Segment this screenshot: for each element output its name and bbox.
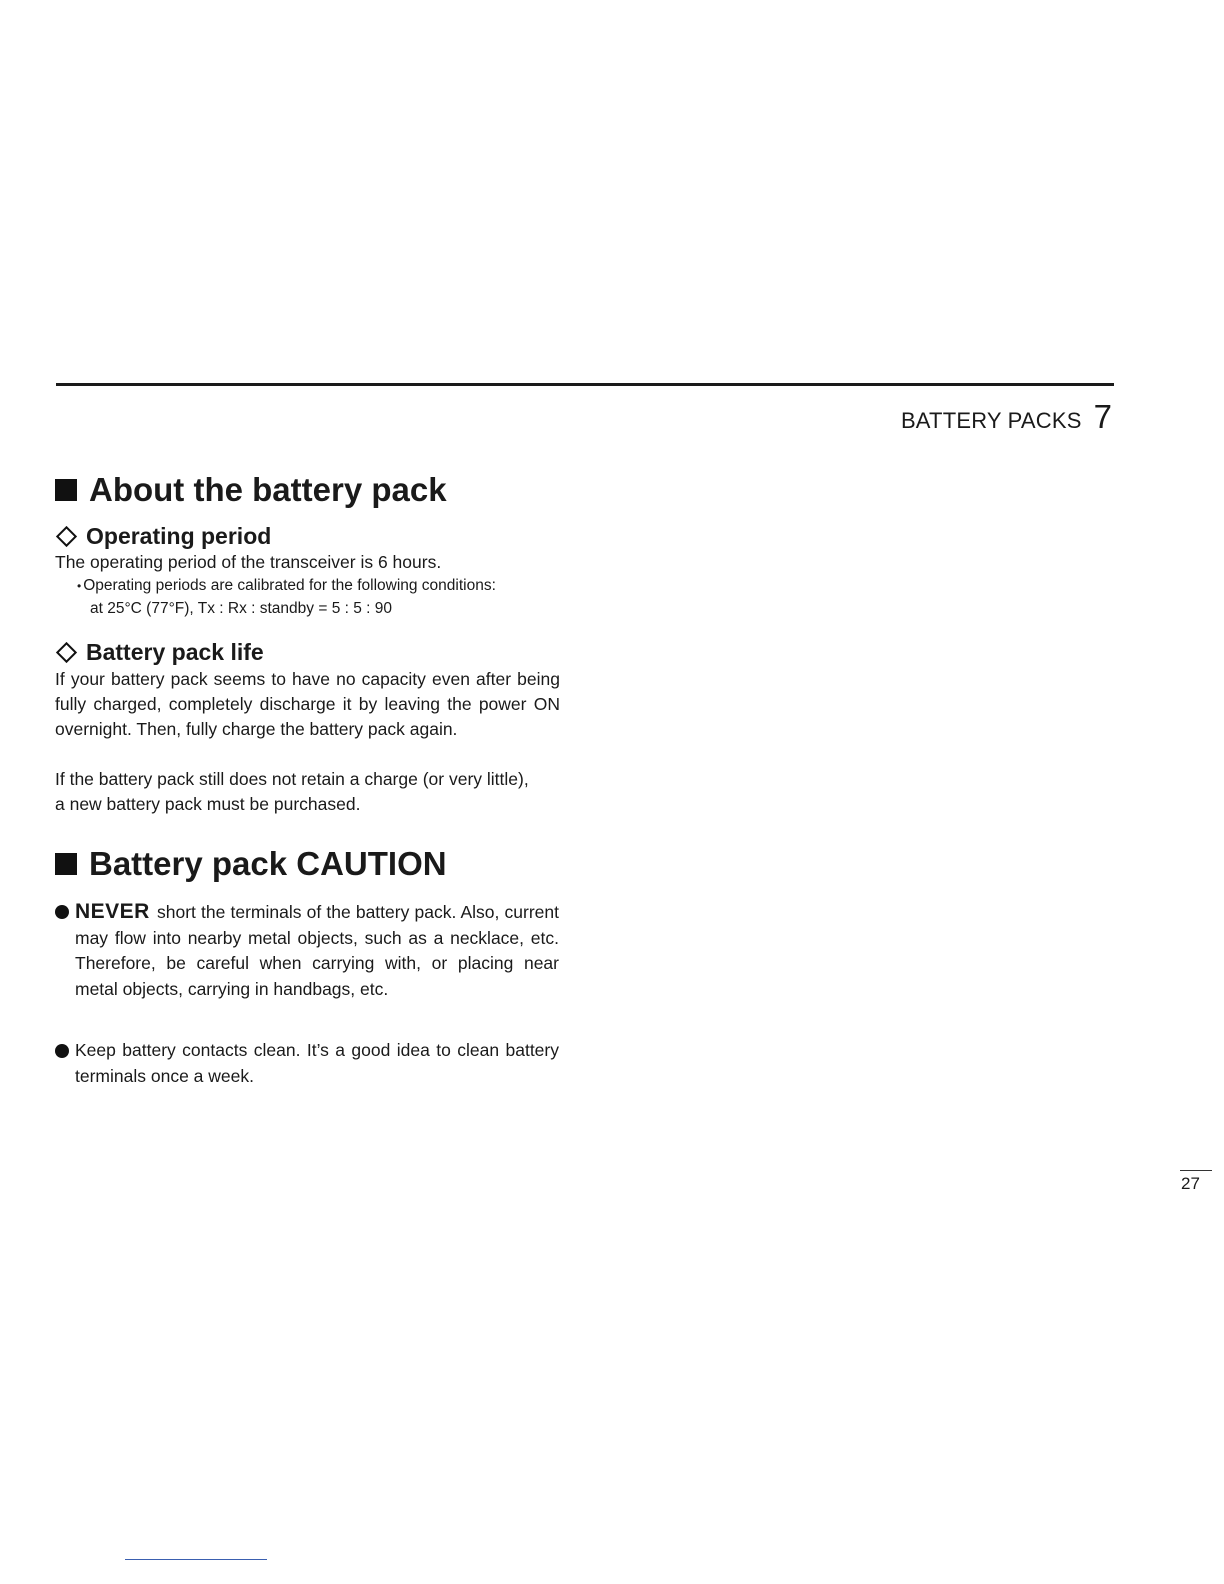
caution-bullet-1-body: short the terminals of the battery pack. Also, current may flow into nearby metal objects, such as a necklace, etc. Therefore, be careful when carrying with, or placing near metal objects, carrying in handbags, etc.	[75, 902, 559, 999]
section-heading-caution	[55, 844, 560, 884]
filled-circle-bullet-icon	[55, 1044, 69, 1058]
never-emphasis: NEVER	[75, 900, 150, 924]
square-bullet-icon	[55, 479, 77, 501]
chapter-header	[901, 398, 1112, 436]
section-heading-about-text: About the battery pack	[89, 471, 447, 508]
diamond-outline-icon	[56, 642, 77, 663]
square-bullet-icon	[55, 853, 77, 875]
caution-bullet-2-text: Keep battery contacts clean. It’s a good idea to clean battery terminals once a week.	[75, 1040, 559, 1086]
caution-bullet-2	[55, 1038, 560, 1089]
subheading-operating-period-text: Operating period	[86, 522, 272, 549]
operating-period-note-line2: at 25°C (77°F), Tx : Rx : standby = 5 : 5 : 90	[90, 599, 393, 617]
section-heading-about	[55, 470, 560, 510]
operating-period-text: The operating period of the transceiver is 6 hours.	[55, 552, 442, 573]
note-bullet-icon: •	[77, 579, 82, 594]
subheading-battery-life	[55, 639, 560, 667]
battery-life-paragraph-2-line2: a new battery pack must be purchased.	[55, 793, 361, 814]
subheading-battery-life-text: Battery pack life	[86, 639, 264, 666]
subheading-operating-period	[55, 523, 560, 551]
battery-life-paragraph-2-line1: If the battery pack still does not retain a charge (or very little),	[55, 768, 529, 789]
page-number-rule	[1180, 1170, 1212, 1171]
operating-period-note-line1-text: Operating periods are calibrated for the following conditions:	[83, 577, 496, 595]
page-number: 27	[1181, 1174, 1200, 1193]
caution-bullet-1-text	[75, 899, 559, 1002]
diamond-outline-icon	[56, 526, 77, 547]
footer-line	[125, 1559, 267, 1560]
header-rule	[56, 383, 1114, 386]
chapter-title: BATTERY PACKS	[900, 408, 1082, 433]
operating-period-note-line1	[55, 575, 560, 598]
section-heading-caution-text: Battery pack CAUTION	[89, 844, 447, 882]
main-column	[55, 470, 560, 1089]
chapter-number: 7	[1093, 398, 1112, 435]
battery-life-paragraph-1: If your battery pack seems to have no capacity even after being fully charged, completely discharge it by leaving the power ON overnight. Then, fully charge the battery pack again.	[55, 668, 560, 739]
caution-bullet-1	[55, 899, 560, 1002]
filled-circle-bullet-icon	[55, 905, 69, 919]
